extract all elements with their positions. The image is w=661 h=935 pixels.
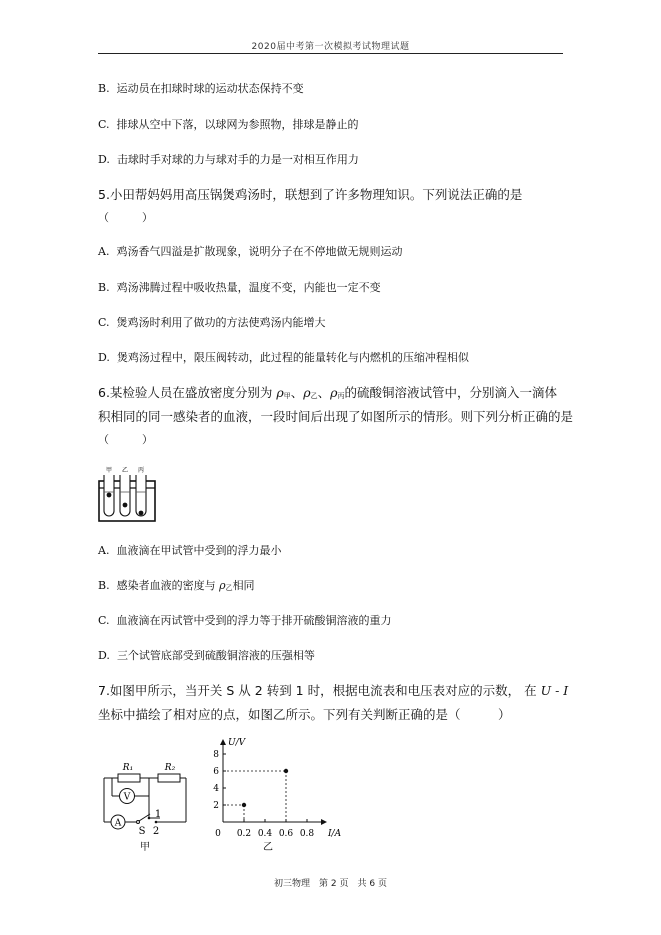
data-point	[242, 803, 246, 807]
q5-option-d-letter: D.	[98, 351, 110, 364]
q4-option-c-text: 排球从空中下落，以球网为参照物，排球是静止的	[116, 118, 359, 131]
q7-stem-line1	[98, 681, 568, 699]
q6-option-b-post: 相同	[232, 579, 255, 592]
rho-symbol: ρ	[330, 385, 338, 400]
q4-option-b-text: 运动员在扣球时球的运动状态保持不变	[116, 82, 304, 95]
q6-option-c-letter: C.	[98, 614, 110, 627]
ammeter-label: A	[114, 818, 122, 829]
q6-option-b-pre: 感染者血液的密度与	[116, 579, 216, 592]
y-axis-label: U/V	[228, 738, 246, 748]
q5-stem: 5.小田帮妈妈用高压锅煲鸡汤时，联想到了许多物理知识。下列说法正确的是	[98, 187, 523, 202]
x-tick-label: 0.8	[299, 829, 315, 839]
q6-option-b-letter: B.	[98, 579, 110, 592]
tube-yi	[120, 475, 130, 516]
q4-option-c-letter: C.	[98, 118, 110, 131]
q6-option-d	[98, 647, 315, 663]
data-point	[284, 769, 288, 773]
circuit-diagram	[98, 756, 190, 854]
resistor-r2-label: R₂	[164, 763, 176, 773]
rho-subscript-yi: 乙	[225, 584, 233, 592]
resistor-r1	[118, 774, 140, 782]
q7-ui-label: U - I	[540, 683, 569, 698]
q5-option-c-text: 煲鸡汤时利用了做功的方法使鸡汤内能增大	[116, 316, 326, 329]
resistor-r2	[158, 774, 180, 782]
separator: 、	[317, 385, 331, 400]
q5-option-b-letter: B.	[98, 281, 110, 294]
q6-option-c	[98, 612, 392, 628]
x-axis-label: I/A	[328, 829, 342, 839]
q4-option-d	[98, 151, 359, 167]
rho-subscript-jia: 甲	[283, 392, 291, 400]
y-tick-label: 4	[213, 784, 219, 794]
tube-label-yi: 乙	[121, 467, 129, 474]
rho-subscript-bing: 丙	[337, 392, 345, 400]
q5-option-b	[98, 279, 381, 295]
q5-option-b-text: 鸡汤沸腾过程中吸收热量，温度不变，内能也一定不变	[116, 281, 381, 294]
q4-option-b-letter: B.	[98, 82, 110, 95]
q5-answer-blank: （ ）	[98, 211, 153, 224]
q6-answer-blank: （ ）	[98, 433, 153, 446]
x-tick-label: 0.2	[236, 829, 252, 839]
rho-symbol: ρ	[276, 385, 284, 400]
q7-stem-line2: 坐标中描绘了相对应的点，如图乙所示。下列有关判断正确的是（ ）	[98, 707, 511, 722]
x-tick-label: 0.6	[278, 829, 294, 839]
rho-subscript-yi: 乙	[310, 392, 318, 400]
q6-stem-pre: 6.某检验人员在盛放密度分别为	[98, 385, 273, 400]
page-header: 2020届中考第一次模拟考试物理试题	[251, 42, 410, 52]
q5-option-a-text: 鸡汤香气四溢是扩散现象，说明分子在不停地做无规则运动	[116, 245, 403, 258]
q5-option-d-text: 煲鸡汤过程中，限压阀转动，此过程的能量转化与内燃机的压缩冲程相似	[116, 351, 469, 364]
header-rule	[98, 53, 563, 54]
q5-option-a	[98, 243, 402, 259]
separator: 、	[290, 385, 304, 400]
switch-label: S	[138, 826, 146, 837]
y-tick-label: 8	[213, 750, 219, 760]
q6-option-b	[98, 577, 255, 593]
q5-option-d	[98, 349, 469, 365]
q6-stem-line2: 积相同的同一感染者的血液，一段时间后出现了如图所示的情形。则下列分析正确的是	[98, 409, 574, 424]
q6-option-d-text: 三个试管底部受到硫酸铜溶液的压强相等	[116, 649, 315, 662]
q4-option-b	[98, 80, 304, 96]
resistor-r1-label: R₁	[122, 763, 134, 773]
q4-option-d-text: 击球时手对球的力与球对手的力是一对相互作用力	[116, 153, 359, 166]
rho-symbol: ρ	[219, 579, 226, 592]
y-tick-label: 6	[213, 767, 219, 777]
page-footer: 初三物理 第 2 页 共 6 页	[274, 879, 387, 889]
origin-label: 0	[215, 829, 221, 839]
graph-caption: 乙	[263, 842, 273, 853]
q4-option-d-letter: D.	[98, 153, 110, 166]
y-tick-label: 2	[213, 801, 219, 811]
tube-bing	[136, 475, 146, 516]
switch-contact-1	[148, 817, 151, 820]
q6-option-d-letter: D.	[98, 649, 110, 662]
x-tick-label: 0.4	[257, 829, 273, 839]
q4-option-c	[98, 116, 359, 132]
q6-stem-post: 的硫酸铜溶液试管中，分别滴入一滴体	[344, 385, 558, 400]
tube-label-jia: 甲	[105, 467, 113, 474]
q7-stem-pre: 7.如图甲所示，当开关 S 从 2 转到 1 时，根据电流表和电压表对应的示数， 在	[98, 683, 537, 698]
rho-symbol: ρ	[303, 385, 311, 400]
q6-option-c-text: 血液滴在丙试管中受到的浮力等于排开硫酸铜溶液的重力	[116, 614, 392, 627]
q6-stem-line1	[98, 383, 557, 401]
q6-option-a-text: 血液滴在甲试管中受到的浮力最小	[116, 544, 282, 557]
blood-drop-yi	[123, 503, 128, 508]
blood-drop-jia	[107, 493, 112, 498]
circuit-caption: 甲	[140, 842, 150, 853]
switch-pos-2-label: 2	[152, 826, 160, 837]
q5-option-a-letter: A.	[98, 245, 110, 258]
q6-option-a-letter: A.	[98, 544, 110, 557]
q6-option-a	[98, 542, 281, 558]
tube-label-bing: 丙	[137, 467, 145, 474]
blood-drop-bing	[139, 511, 144, 516]
ui-graph	[206, 732, 356, 854]
test-tubes-figure	[96, 464, 158, 526]
q5-option-c	[98, 314, 326, 330]
switch-pos-1-label: 1	[154, 809, 162, 820]
q5-option-c-letter: C.	[98, 316, 110, 329]
voltmeter-label: V	[123, 792, 131, 803]
